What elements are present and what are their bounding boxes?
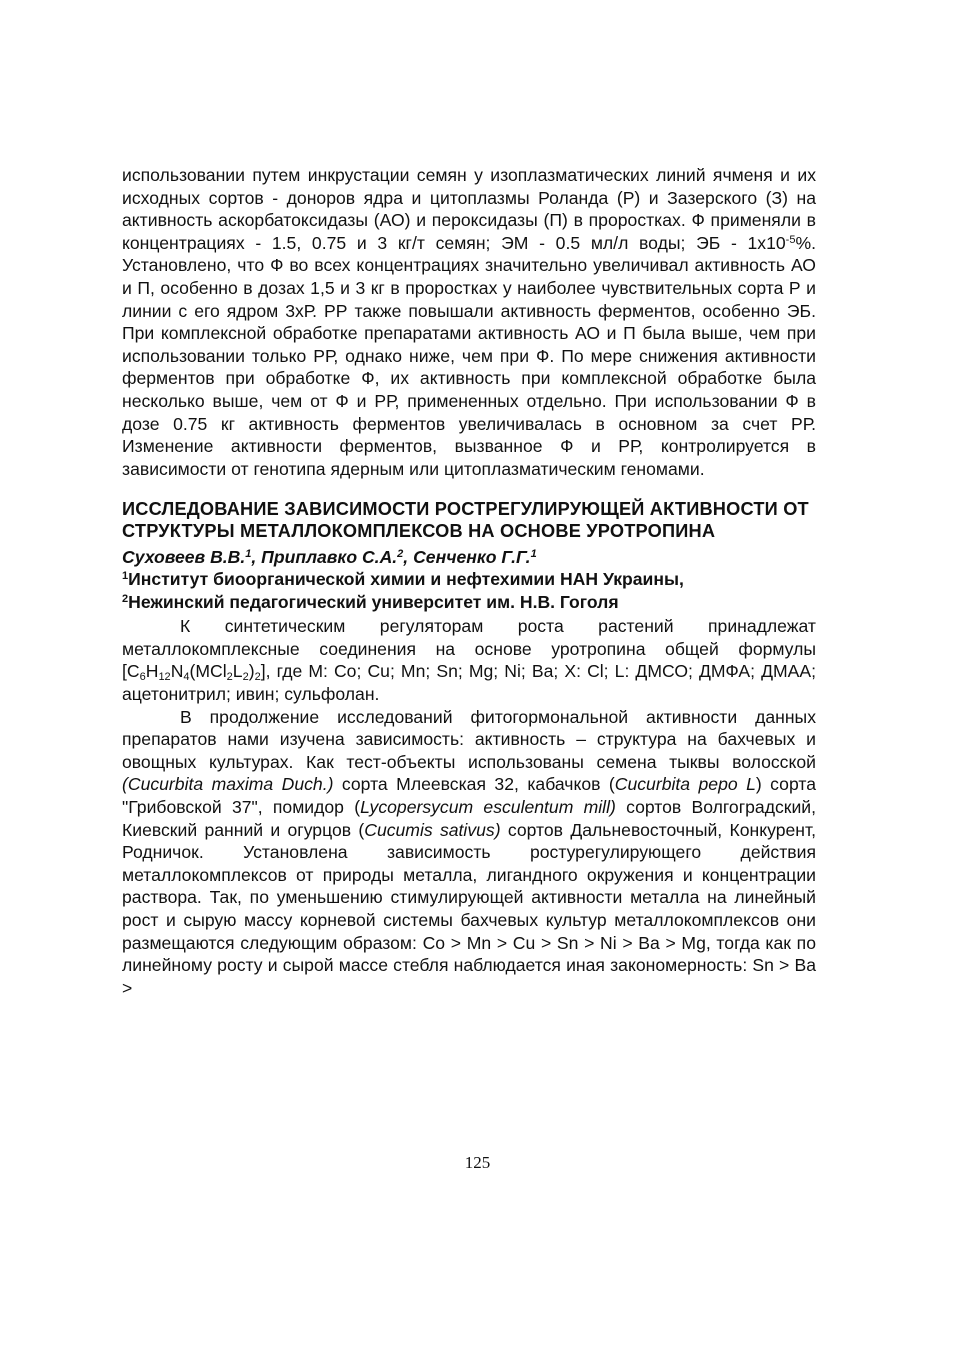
species-name: Cucurbita pepo L (614, 774, 756, 795)
body-text: В продолжение исследований фитогормональной активности данных препаратов нами изучена зависимость: активность – структура на бахчевых и овощных культурах. Как тест-объекты использованы семена тыквы волосской (122, 706, 816, 772)
species-name: Cucumis sativus) (364, 819, 501, 840)
formula-text: L (232, 661, 243, 682)
author-sup: 1 (530, 547, 537, 560)
formula-text: ) (248, 661, 255, 682)
intro-text-rest: %. Установлено, что Ф во всех концентрациях значительно увеличивал активность АО и П, особенно в дозах 1,5 и 3 кг в проростках у наиболее чувствительных сорта Р и линии с его ядром 3хР. РР также повышали активность ферментов, особенно ЭБ. При комплексной обработке препаратами активность АО и П была выше, чем при использовании только РР, однако ниже, чем при Ф. По мере снижения активности ферментов при обработке Ф, их активность при комплексной обработке была несколько выше, чем от Ф и РР, примененных отдельно. При использовании Ф в дозе 0.75 кг активность ферментов увеличивалась в основном за счет РР. Изменение активности ферментов, вызванное Ф и РР, контролируется в зависимости от генотипа ядерным или цитоплазматическим геномами. (122, 232, 816, 479)
article-title: ИССЛЕДОВАНИЕ ЗАВИСИМОСТИ РОСТРЕГУЛИРУЮЩЕЙ АКТИВНОСТИ ОТ СТРУКТУРЫ МЕТАЛЛОКОМПЛЕКСОВ НА ОСНОВЕ УРОТРОПИНА (122, 499, 809, 541)
intro-exponent: -5 (785, 233, 796, 246)
article-authors: Суховеев В.В.$^1$, Приплавко С.А.$^2$, Сенченко Г.Г.$^1$ (122, 546, 537, 567)
species-name: Lycopersycum esculentum mill) (360, 797, 616, 818)
body-text: сорта Млеевская 32, кабачков ( (333, 774, 615, 795)
page-number: 125 (464, 1153, 491, 1172)
formula-text: (MCl (189, 661, 227, 682)
formula-sub: 4 (183, 671, 190, 684)
body-text: ) сорта "Грибовской 37", помидор ( (122, 774, 816, 818)
author-sup: 1 (245, 547, 252, 560)
formula-sub: 12 (158, 671, 171, 684)
author-name: Приплавко С.А. (261, 546, 398, 567)
author-name: Сенченко Г.Г. (413, 546, 531, 567)
affiliation-text: Институт биоорганической химии и нефтехимии НАН Украины, (128, 569, 684, 590)
page-content (122, 164, 816, 999)
affiliation-text: Нежинский педагогический университет им. Н.В. Гоголя (128, 591, 619, 612)
body-paragraph-2 (122, 706, 816, 1000)
affiliation (122, 568, 816, 591)
intro-text: использовании путем инкрустации семян у изоплазматических линий ячменя и их исходных сортов - доноров ядра и цитоплазмы Роланда (Р) и Зазерского (З) на активность аскорбатоксидазы (АО) и пероксидазы (П) в проростках. Ф применяли в концентрациях - 1.5, 0.75 и 3 кг/т семян; ЭМ - 0.5 мл/л воды; ЭБ - 1х10 (122, 165, 816, 253)
species-name: (Cucurbita maxima Duch.) (122, 774, 334, 795)
body-paragraph-1 (122, 615, 816, 705)
author-sup: 2 (397, 547, 404, 560)
formula-sub: 2 (254, 671, 261, 684)
body-text: ], где М: Со; Cu; Mn; Sn; Mg; Ni; Ba; X: Cl; L: ДМСО; ДМФА; ДМАА; ацетонитрил; ивин; сульфолан. (122, 661, 816, 705)
affiliation (122, 591, 816, 614)
formula-sub: 2 (226, 671, 233, 684)
body-text: сортов Дальневосточный, Конкурент, Родничок. Установлена зависимость ростурегулирующего действия металлокомплексов от природы металла, лигандного окружения и концентрации раствора. Так, по уменьшению стимулирующей активности металла на линейный рост и сырую массу корневой системы бахчевых культур металлокомплексов они размещаются следующим образом: Co > Mn > Cu > Sn > Ni > Ba > Mg, тогда как по линейному росту и сырой массе стебля наблюдается иная закономерность: Sn > Ba > (122, 819, 816, 998)
formula-sub: 6 (139, 671, 146, 684)
formula-text: N (170, 661, 184, 682)
formula-text: H (145, 661, 159, 682)
body-text: К синтетическим регуляторам роста растений принадлежат металлокомплексные соединения на основе уротропина общей формулы [C (122, 616, 816, 682)
intro-paragraph (122, 164, 816, 480)
formula-sub: 2 (242, 671, 249, 684)
affiliation-sup: 1 (122, 570, 129, 583)
author-name: Суховеев В.В. (122, 546, 246, 567)
affiliation-sup: 2 (122, 592, 129, 605)
body-text: сортов Волгоградский, Киевский ранний и огурцов ( (122, 797, 817, 840)
